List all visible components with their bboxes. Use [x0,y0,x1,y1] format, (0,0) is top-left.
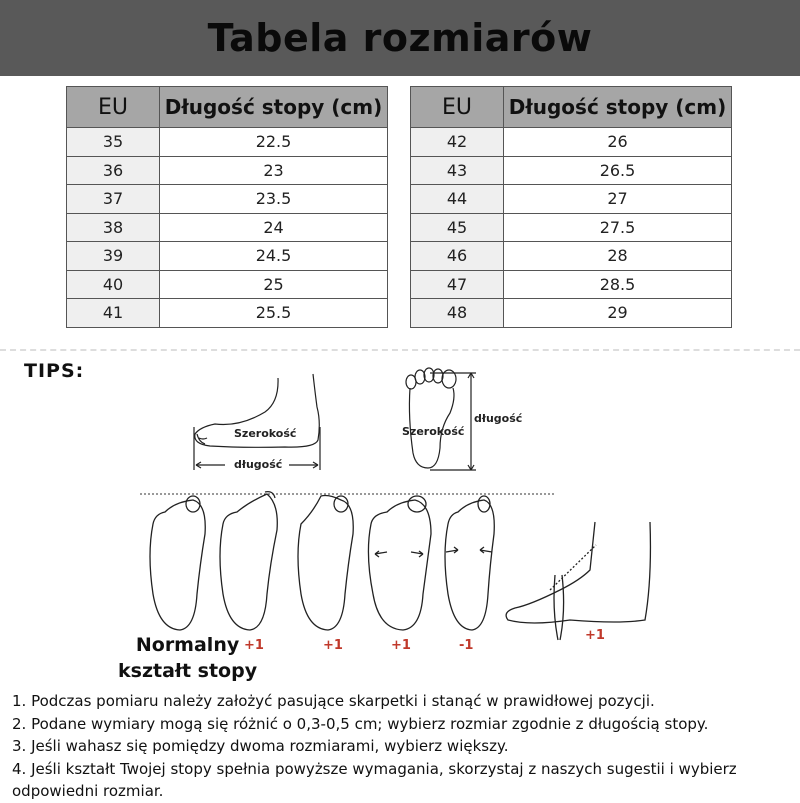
foot-shape-normal-icon [145,494,210,634]
table-row [67,156,388,185]
foot-length: 25 [160,270,388,299]
side-length-label: długość [234,458,283,471]
column-header-eu: EU [67,87,160,128]
normal-label-line1: Normalny [135,634,240,656]
note-item: 3. Jeśli wahasz się pomiędzy dwoma rozmiarami, wybierz większy. [12,737,509,755]
table-row [411,156,732,185]
foot-length: 25.5 [160,299,388,328]
eu-size: 41 [67,299,160,328]
foot-length: 23 [160,156,388,185]
table-row [411,213,732,242]
eu-size: 48 [411,299,504,328]
foot-shape-wide-icon [365,494,435,634]
eu-size: 40 [67,270,160,299]
foot-shape-high-instep-icon [500,520,655,640]
adjustment-badge: +1 [244,638,264,653]
eu-size: 35 [67,128,160,157]
eu-size: 42 [411,128,504,157]
adjustment-badge: +1 [323,638,343,653]
notes-list [12,690,792,803]
eu-size: 39 [67,242,160,271]
table-row [411,270,732,299]
eu-size: 36 [67,156,160,185]
note-item: 2. Podane wymiary mogą się różnić o 0,3-0,5 cm; wybierz rozmiar zgodnie z długością stopy. [12,714,709,733]
foot-length: 23.5 [160,185,388,214]
size-table-2 [410,86,732,328]
table-row [411,128,732,157]
column-header-eu: EU [411,87,504,128]
foot-length: 27.5 [504,213,732,242]
column-header-length: Długość stopy (cm) [504,87,732,128]
eu-size: 46 [411,242,504,271]
side-width-label: Szerokość [234,427,297,440]
table-row [411,299,732,328]
eu-size: 45 [411,213,504,242]
table-row [411,185,732,214]
foot-length: 29 [504,299,732,328]
foot-side-view-icon [185,372,330,472]
foot-shape-bunion-icon [215,490,280,634]
foot-length: 28 [504,242,732,271]
foot-length: 26.5 [504,156,732,185]
size-table-1 [66,86,388,328]
table-row [411,242,732,271]
table-row [67,213,388,242]
normal-shape-label [118,632,257,684]
section-divider [0,349,800,351]
eu-size: 44 [411,185,504,214]
tips-heading: TIPS: [24,360,85,382]
foot-shape-long-toe-icon [293,492,358,634]
table-row [67,242,388,271]
adjustment-badge: +1 [391,638,411,653]
eu-size: 43 [411,156,504,185]
table-row [67,270,388,299]
foot-length: 26 [504,128,732,157]
table-row [67,185,388,214]
note-item: 1. Podczas pomiaru należy założyć pasujące skarpetki i stanąć w prawidłowej pozycji. [12,692,655,710]
page-title: Tabela rozmiarów [207,16,593,60]
eu-size: 47 [411,270,504,299]
normal-label-line2: kształt stopy [118,660,258,682]
foot-length: 22.5 [160,128,388,157]
adjustment-badge: -1 [459,638,474,653]
table-row [67,128,388,157]
foot-shape-narrow-icon [440,494,500,634]
top-width-label: Szerokość [402,425,465,438]
foot-length: 28.5 [504,270,732,299]
eu-size: 38 [67,213,160,242]
adjustment-badge: +1 [585,628,605,643]
eu-size: 37 [67,185,160,214]
note-item: 4. Jeśli kształt Twojej stopy spełnia powyższe wymagania, skorzystaj z naszych sugestii i wybierz odpowiedni rozmiar. [12,759,737,800]
column-header-length: Długość stopy (cm) [160,87,388,128]
table-row [67,299,388,328]
foot-length: 24 [160,213,388,242]
top-length-label: długość [474,412,523,425]
header-banner [0,0,800,76]
foot-length: 27 [504,185,732,214]
foot-length: 24.5 [160,242,388,271]
